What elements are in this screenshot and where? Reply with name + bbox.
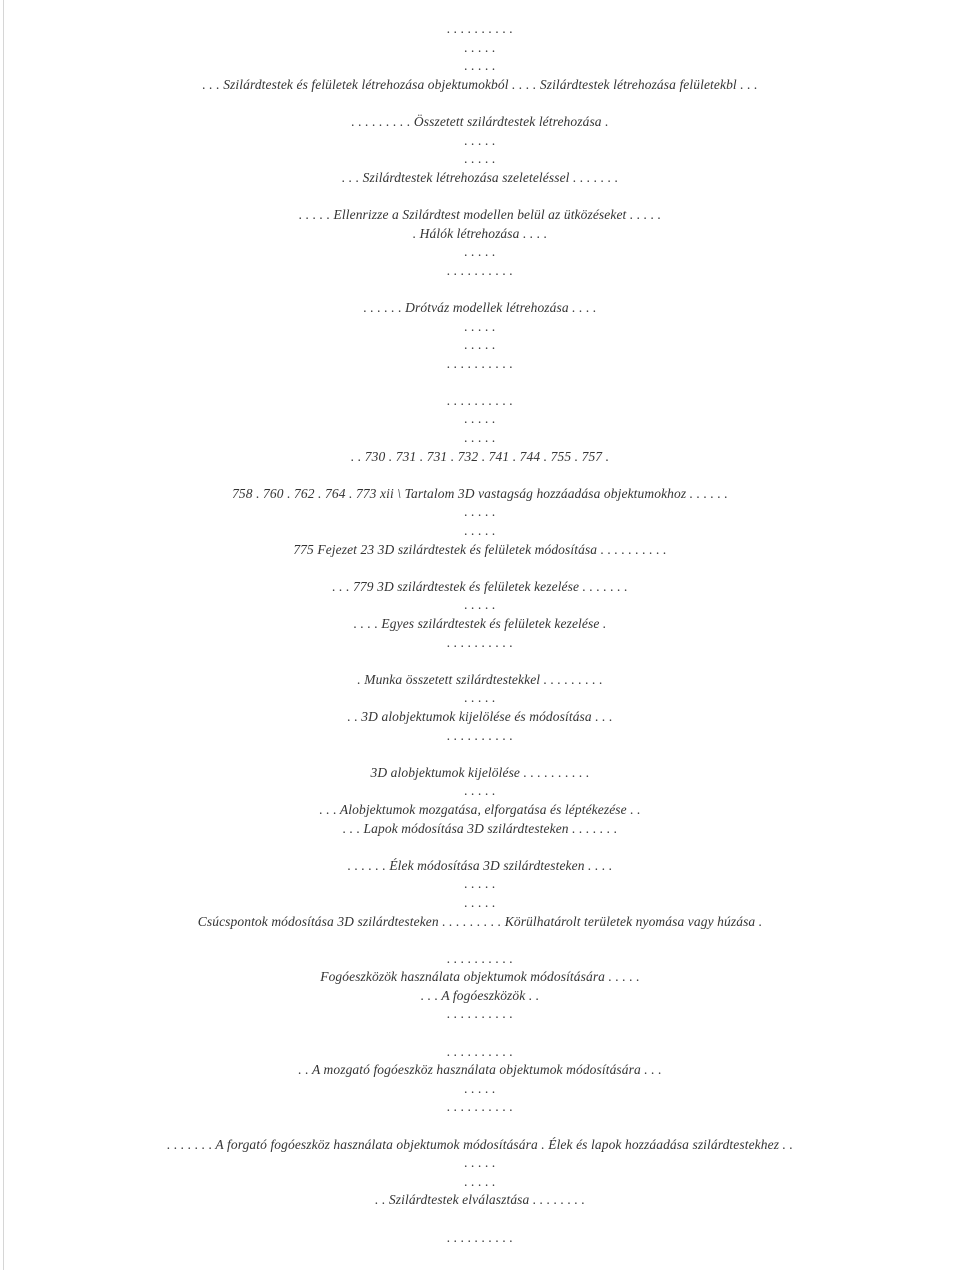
toc-line: . . 3D alobjektumok kijelölése és módosítása . . . bbox=[347, 708, 613, 724]
toc-line: . . . . . bbox=[464, 411, 496, 427]
toc-blank-line bbox=[0, 280, 960, 299]
toc-line: . . . A fogóeszközök . . bbox=[420, 987, 540, 1003]
toc-line: . . . . . Ellenrizze a Szilárdtest modellen belül az ütközéseket . . . . . bbox=[298, 206, 662, 222]
toc-line: . . . . . . . . . . bbox=[446, 1006, 514, 1022]
toc-line: Fogóeszközök használata objektumok módosítására . . . . . bbox=[320, 969, 640, 985]
toc-blank-line bbox=[0, 466, 960, 485]
toc-line: . . . . . bbox=[464, 430, 496, 446]
toc-line: . . . . . bbox=[464, 1173, 496, 1189]
toc-blank-line bbox=[0, 838, 960, 857]
toc-line: . . . . . . Drótváz modellek létrehozása . . . . bbox=[363, 299, 597, 315]
toc-line: . . . . . . . . . . bbox=[446, 727, 514, 743]
toc-line: . . . . . bbox=[464, 39, 496, 55]
toc-line: Csúcspontok módosítása 3D szilárdtesteken . . . . . . . . . Körülhatárolt területek nyomása vagy húzása . bbox=[197, 913, 763, 929]
toc-line: . . . . . bbox=[464, 504, 496, 520]
toc-blank-line bbox=[0, 559, 960, 578]
toc-line: . . . . . bbox=[464, 337, 496, 353]
toc-line: . . . . . . . . . . bbox=[446, 392, 514, 408]
toc-line: . . . . . . . . . . bbox=[446, 634, 514, 650]
toc-line: . . . . . bbox=[464, 597, 496, 613]
toc-blank-line bbox=[0, 931, 960, 950]
toc-line: . . A mozgató fogóeszköz használata objektumok módosítására . . . bbox=[298, 1062, 662, 1078]
toc-line: . . . . . bbox=[464, 151, 496, 167]
toc-blank-line bbox=[0, 187, 960, 206]
toc-line: . . . . . bbox=[464, 318, 496, 334]
toc-line: . . . . . bbox=[464, 58, 496, 74]
toc-line: . . . . . bbox=[464, 876, 496, 892]
toc-line: . . . . . bbox=[464, 523, 496, 539]
toc-line: . . . . . bbox=[464, 690, 496, 706]
toc-line: . . . . . bbox=[464, 783, 496, 799]
toc-line: . . . . . bbox=[464, 894, 496, 910]
toc-line: . . . . . . . . . . bbox=[446, 262, 514, 278]
toc-line: . . 730 . 731 . 731 . 732 . 741 . 744 . 755 . 757 . bbox=[350, 448, 610, 464]
toc-blank-line bbox=[0, 745, 960, 764]
toc-blank-line bbox=[0, 1210, 960, 1229]
toc-line: . . . . . bbox=[464, 1080, 496, 1096]
toc-line: . . . Alobjektumok mozgatása, elforgatása és léptékezése . . bbox=[319, 801, 641, 817]
toc-blank-line bbox=[0, 1117, 960, 1136]
toc-line: . . . . . . . . . . bbox=[446, 1229, 514, 1245]
toc-line: . . Szilárdtestek elválasztása . . . . . . . . bbox=[375, 1192, 585, 1208]
toc-line: . . . . . . . . . . bbox=[446, 355, 514, 371]
toc-line: . . . . . . . . . . bbox=[446, 950, 514, 966]
toc-blank-line bbox=[0, 373, 960, 392]
toc-line: . . . Szilárdtestek és felületek létrehozása objektumokból . . . . Szilárdtestek létrehozása felületekbl . . . bbox=[202, 76, 758, 92]
toc-line: . . . Lapok módosítása 3D szilárdtesteken . . . . . . . bbox=[342, 820, 618, 836]
table-of-contents bbox=[0, 20, 960, 1247]
toc-line: . Munka összetett szilárdtestekkel . . . . . . . . . bbox=[357, 671, 603, 687]
toc-line: . . . . . bbox=[464, 132, 496, 148]
toc-line: . . . . . . . . . . bbox=[446, 21, 514, 36]
toc-line: . . . 779 3D szilárdtestek és felületek kezelése . . . . . . . bbox=[332, 578, 628, 594]
toc-line: . . . . . . Élek módosítása 3D szilárdtesteken . . . . bbox=[347, 857, 613, 873]
toc-line: . . . . . . . . . . bbox=[446, 1043, 514, 1059]
toc-line: . . . . Egyes szilárdtestek és felületek kezelése . bbox=[353, 616, 607, 631]
toc-line: . . . . . . . A forgató fogóeszköz használata objektumok módosítására . Élek és lapok hozzáadása szilárdtestekhez . . bbox=[167, 1136, 793, 1152]
toc-line: . . . . . . . . . . bbox=[446, 1099, 514, 1115]
toc-line: . . . . . . . . . Összetett szilárdtestek létrehozása . bbox=[351, 113, 609, 129]
toc-blank-line bbox=[0, 94, 960, 113]
toc-blank-line bbox=[0, 652, 960, 671]
toc-line: 775 Fejezet 23 3D szilárdtestek és felületek módosítása . . . . . . . . . . bbox=[293, 541, 667, 557]
toc-line: . . . Szilárdtestek létrehozása szeleteléssel . . . . . . . bbox=[341, 169, 619, 185]
toc-line: . . . . . bbox=[464, 1155, 496, 1171]
toc-line: 3D alobjektumok kijelölése . . . . . . . . . . bbox=[370, 764, 590, 780]
toc-line: . . . . . bbox=[464, 244, 496, 260]
toc-line: 758 . 760 . 762 . 764 . 773 xii \ Tartalom 3D vastagság hozzáadása objektumokhoz . . . . . . bbox=[232, 485, 728, 501]
toc-blank-line bbox=[0, 1024, 960, 1043]
toc-line: . Hálók létrehozása . . . . bbox=[412, 225, 548, 241]
